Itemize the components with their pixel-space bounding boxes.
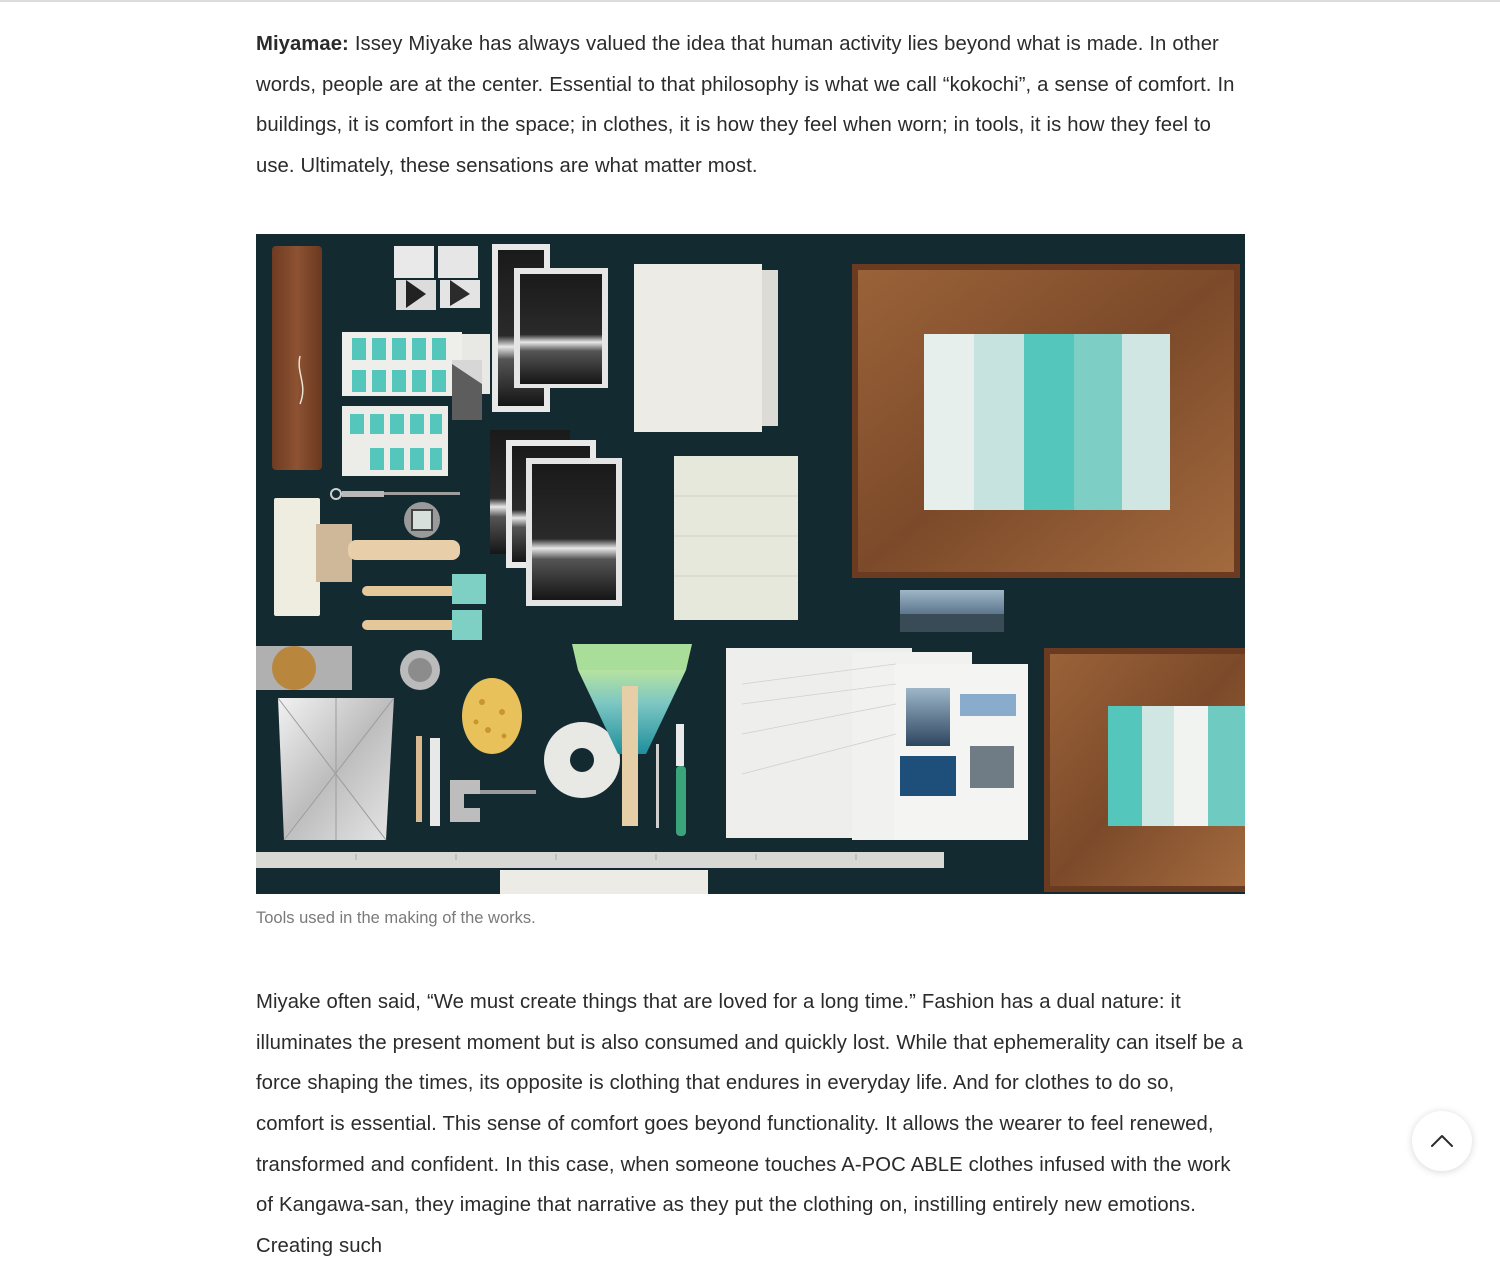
intro-text: Issey Miyake has always valued the idea that human activity lies beyond what is made. In other words, people are at the center. Essential to that philosophy is what we call “kokochi”, a sense of comfort. In buildings, it is comfort in the space; in clothes, it is how they feel when worn; in tools, it is how they feel to use. Ultimately, these sensations are what matter most. bbox=[256, 33, 1235, 178]
speaker-name: Miyamae: bbox=[256, 33, 349, 55]
top-divider bbox=[0, 0, 1500, 2]
chevron-up-icon bbox=[1430, 1134, 1454, 1148]
article-figure bbox=[256, 234, 1245, 929]
scroll-to-top-button[interactable] bbox=[1412, 1111, 1472, 1171]
figure-caption: Tools used in the making of the works. bbox=[256, 908, 536, 927]
article-body bbox=[256, 24, 1246, 1267]
tools-photo bbox=[256, 234, 1245, 894]
intro-paragraph bbox=[256, 24, 1246, 187]
body-paragraph: Miyake often said, “We must create things that are loved for a long time.” Fashion has a dual nature: it illuminates the present moment but is also consumed and quickly lost. While that ephemerality can itself be a force shaping the times, its opposite is clothing that endures in everyday life. And for clothes to do so, comfort is essential. This sense of comfort goes beyond functionality. It allows the wearer to feel renewed, transformed and confident. In this case, when someone touches A-POC ABLE clothes infused with the work of Kangawa-san, they imagine that narrative as they put the clothing on, instilling entirely new emotions. Creating such bbox=[256, 990, 1243, 1258]
